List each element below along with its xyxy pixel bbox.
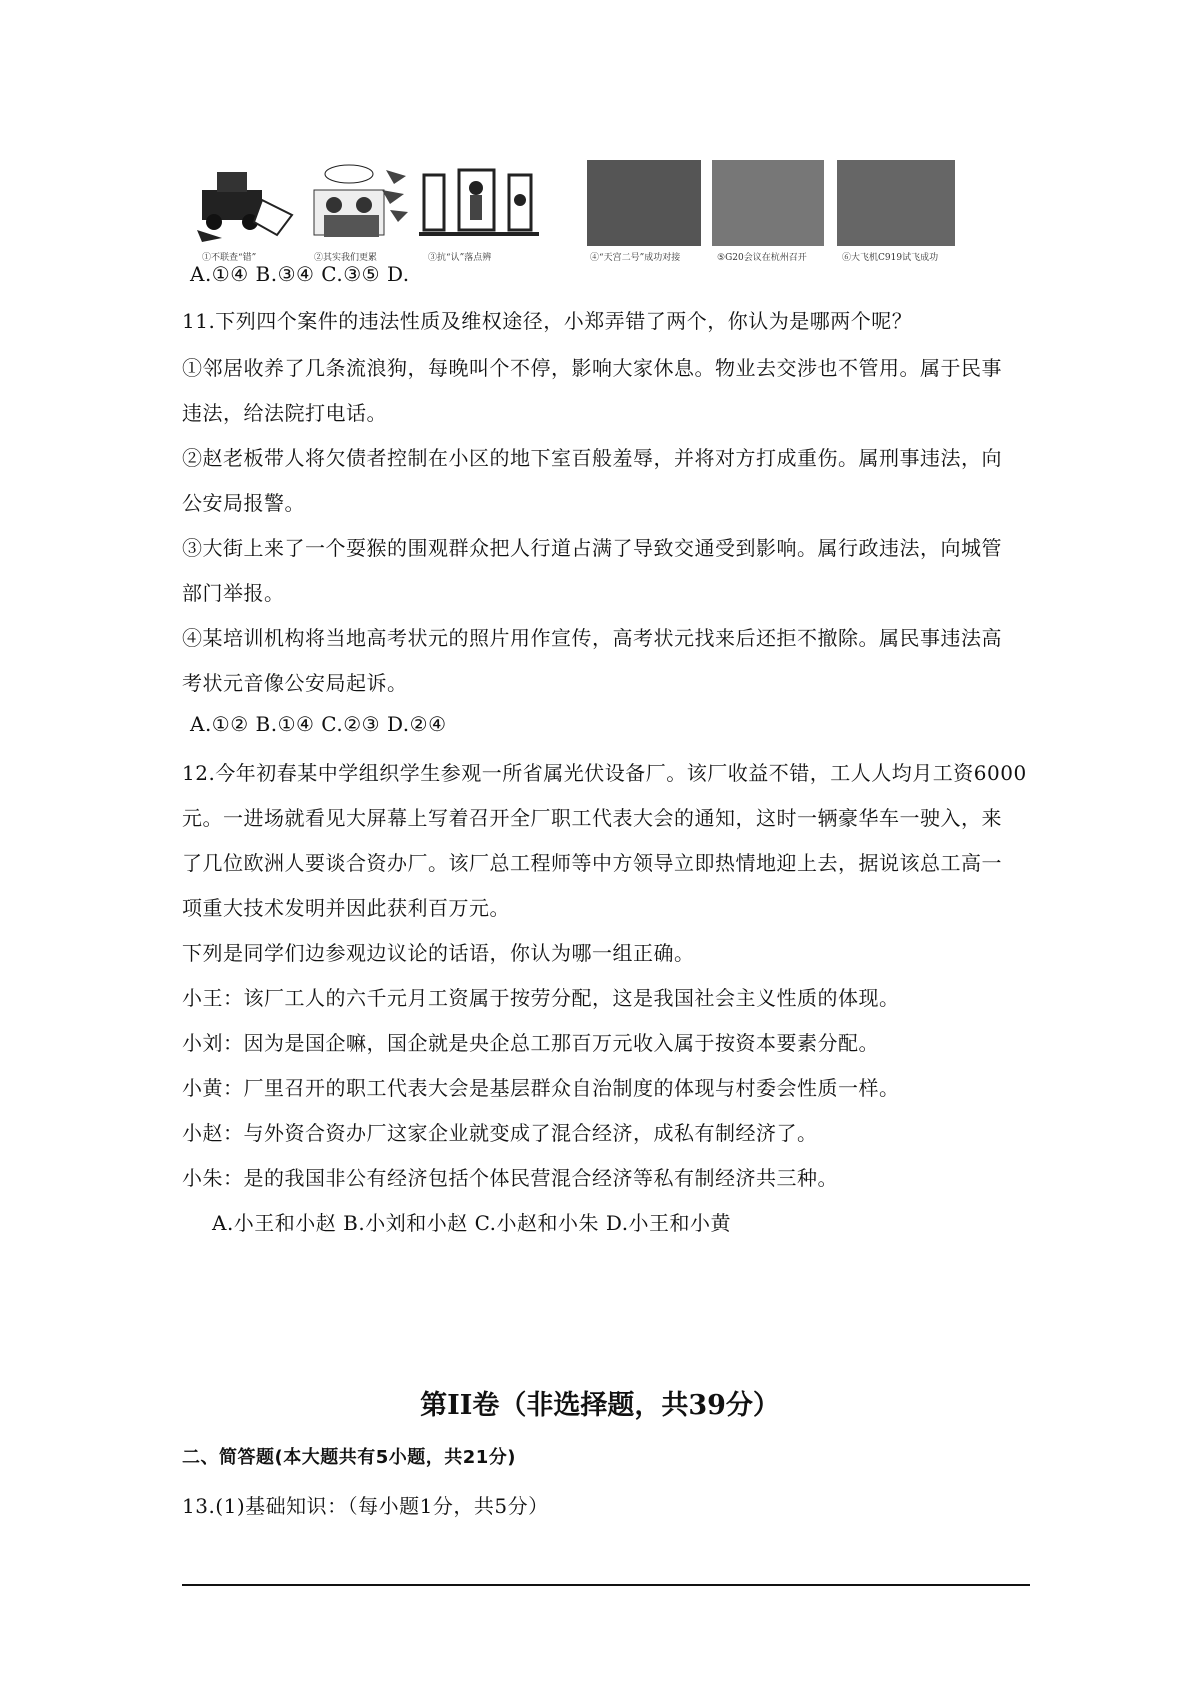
image-caption-6: ⑥大飞机C919试飞成功 (842, 253, 939, 263)
question-12-statement-3: 小黄：厂里召开的职工代表大会是基层群众自治制度的体现与村委会性质一样。 (182, 1076, 900, 1100)
question-11-item-1-cont: 违法，给法院打电话。 (182, 401, 387, 425)
question-12-stem-1: 12.今年初春某中学组织学生参观一所省属光伏设备厂。该厂收益不错，工人人均月工资6000 (182, 761, 1027, 785)
question-12-stem-4: 项重大技术发明并因此获利百万元。 (182, 896, 510, 920)
photo-g20-summit (712, 160, 824, 246)
question-11-item-3: ③大街上来了一个耍猴的围观群众把人行道占满了导致交通受到影响。属行政违法，向城管 (182, 536, 1002, 560)
question-12-prompt: 下列是同学们边参观边议论的话语，你认为哪一组正确。 (182, 941, 695, 965)
question-11-item-2-cont: 公安局报警。 (182, 491, 305, 515)
question-10-options: A.①④ B.③④ C.③⑤ D. (190, 262, 410, 286)
image-caption-2: ②其实我们更累 (314, 253, 378, 263)
photo-tiangong-2 (587, 160, 701, 246)
photo-c919 (837, 160, 955, 246)
question-12-statement-4: 小赵：与外资合资办厂这家企业就变成了混合经济，成私有制经济了。 (182, 1121, 818, 1145)
image-caption-3: ③抗“认”落点辨 (428, 253, 492, 263)
question-11-item-1: ①邻居收养了几条流浪狗，每晚叫个不停，影响大家休息。物业去交涉也不管用。属于民事 (182, 356, 1002, 380)
question-11-item-4: ④某培训机构将当地高考状元的照片用作宣传，高考状元找来后还拒不撤除。属民事违法高 (182, 626, 1002, 650)
question-12-stem-2: 元。一进场就看见大屏幕上写着召开全厂职工代表大会的通知，这时一辆豪华车一驶入，来 (182, 806, 1002, 830)
cartoon-image-3 (414, 160, 544, 246)
question-11-options: A.①② B.①④ C.②③ D.②④ (190, 712, 447, 736)
image-caption-5: ⑤G20会议在杭州召开 (717, 253, 807, 263)
cartoon-image-2 (294, 160, 414, 246)
cartoon-image-1 (192, 160, 300, 246)
question-12-statement-1: 小王：该厂工人的六千元月工资属于按劳分配，这是我国社会主义性质的体现。 (182, 986, 900, 1010)
section-title: 第II卷（非选择题，共39分） (420, 1390, 780, 1421)
question-11-item-3-cont: 部门举报。 (182, 581, 285, 605)
question-11-item-2: ②赵老板带人将欠债者控制在小区的地下室百般羞辱，并将对方打成重伤。属刑事违法，向 (182, 446, 1002, 470)
question-13-heading: 13.(1)基础知识：（每小题1分，共5分） (182, 1494, 549, 1518)
question-11-item-4-cont: 考状元音像公安局起诉。 (182, 671, 408, 695)
question-10-images (192, 160, 1047, 265)
image-caption-4: ④“天宫二号”成功对接 (590, 253, 681, 263)
question-12-statement-5: 小朱：是的我国非公有经济包括个体民营混合经济等私有制经济共三种。 (182, 1166, 838, 1190)
question-11-stem: 11.下列四个案件的违法性质及维权途径，小郑弄错了两个，你认为是哪两个呢？ (182, 309, 913, 333)
question-12-statement-2: 小刘：因为是国企嘛，国企就是央企总工那百万元收入属于按资本要素分配。 (182, 1031, 879, 1055)
section-2-heading: 二、简答题(本大题共有5小题，共21分) (182, 1447, 517, 1468)
footer-divider (182, 1584, 1030, 1586)
image-caption-1: ①不联查“错” (202, 253, 257, 263)
question-12-stem-3: 了几位欧洲人要谈合资办厂。该厂总工程师等中方领导立即热情地迎上去，据说该总工高一 (182, 851, 1002, 875)
question-12-options: A.小王和小赵 B.小刘和小赵 C.小赵和小朱 D.小王和小黄 (212, 1211, 732, 1235)
